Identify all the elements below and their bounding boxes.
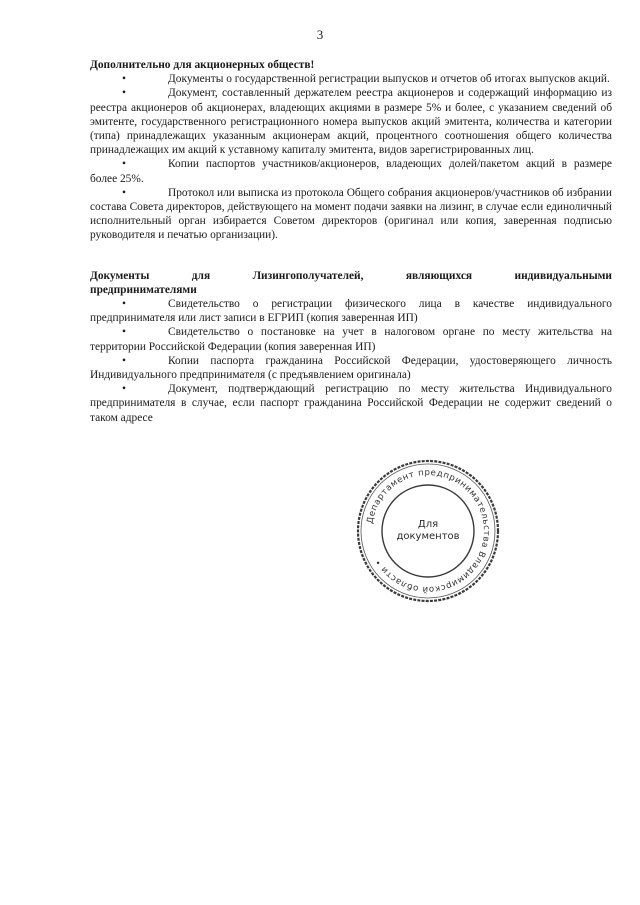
list-item-text: Свидетельство о постановке на учет в налоговом органе по месту жительства на территории Российской Федерации (копия заверенная ИП) — [90, 326, 612, 353]
bullet-icon: • — [122, 158, 126, 171]
bullet-icon: • — [122, 87, 126, 100]
stamp-center-line1: Для — [417, 519, 439, 530]
list-item-text: Документ, подтверждающий регистрацию по месту жительства Индивидуального предпринимателя в случае, если паспорт гражданина Российской Федерации не содержит сведений о таком адресе — [90, 383, 612, 424]
section-list-joint-stock — [90, 72, 612, 242]
heading-word: для — [191, 269, 211, 282]
bullet-icon: • — [122, 73, 126, 86]
bullet-icon: • — [122, 186, 126, 199]
list-item — [90, 325, 612, 353]
section-list-entrepreneurs — [90, 297, 612, 425]
heading-word: индивидуальными — [514, 269, 612, 282]
heading-word: Лизингополучателей, — [252, 269, 364, 282]
document-body — [90, 58, 612, 425]
list-item — [90, 186, 612, 243]
list-item — [90, 157, 612, 185]
organization-stamp — [353, 456, 503, 606]
heading-word: Документы — [90, 269, 150, 282]
list-item — [90, 297, 612, 325]
stamp-center — [353, 456, 503, 606]
list-item-text: Документы о государственной регистрации выпусков и отчетов об итогах выпусков акций. — [168, 73, 610, 86]
heading-line-2: предпринимателями — [90, 283, 197, 296]
list-item-text: Протокол или выписка из протокола Общего собрания акционеров/участников об избрании состава Совета директоров, действующего на момент подачи заявки на лизинг, в случае если единоличный исполнительный орган избирается Советом директоров (оригинал или копия, заверенная подписью руководителя и печатью организации). — [90, 186, 612, 242]
list-item-text: Копии паспортов участников/акционеров, владеющих долей/пакетом акций в размере более 25%. — [90, 158, 612, 185]
section-heading-joint-stock: Дополнительно для акционерных обществ! — [90, 59, 315, 71]
bullet-icon: • — [122, 354, 126, 367]
list-item-text: Копии паспорта гражданина Российской Федерации, удостоверяющего личность Индивидуального предпринимателя (с предъявлением оригинала) — [90, 354, 612, 382]
list-item — [90, 72, 612, 86]
stamp-ring-text: Департамент предпринимательства Владимирской области • — [365, 467, 492, 595]
bullet-icon: • — [122, 326, 126, 339]
page-number: 3 — [316, 27, 324, 42]
bullet-icon: • — [122, 383, 126, 396]
list-item-text: Свидетельство о регистрации физического лица в качестве индивидуального предпринимателя или лист записи в ЕГРИП (копия заверенная ИП) — [90, 298, 612, 325]
list-item — [90, 382, 612, 425]
heading-word: являющихся — [405, 269, 473, 282]
list-item — [90, 86, 612, 157]
bullet-icon: • — [122, 298, 126, 311]
list-item — [90, 354, 612, 382]
list-item-text: Документ, составленный держателем реестра акционеров и содержащий информацию из реестра акционеров об акционерах, владеющих акциями в размере 5% и более, с указанием сведений об эмитенте, государственного регистрационного номера выпусков акций эмитента, количества и категории (типа) принадлежащих указанным акционерам акций, процентного соотношения общего количества принадлежащих им акций к уставному капиталу эмитента, видов зарегистрированных лиц. — [90, 87, 612, 157]
section-heading-entrepreneurs — [90, 269, 612, 297]
stamp-center-line2: документов — [396, 531, 460, 542]
